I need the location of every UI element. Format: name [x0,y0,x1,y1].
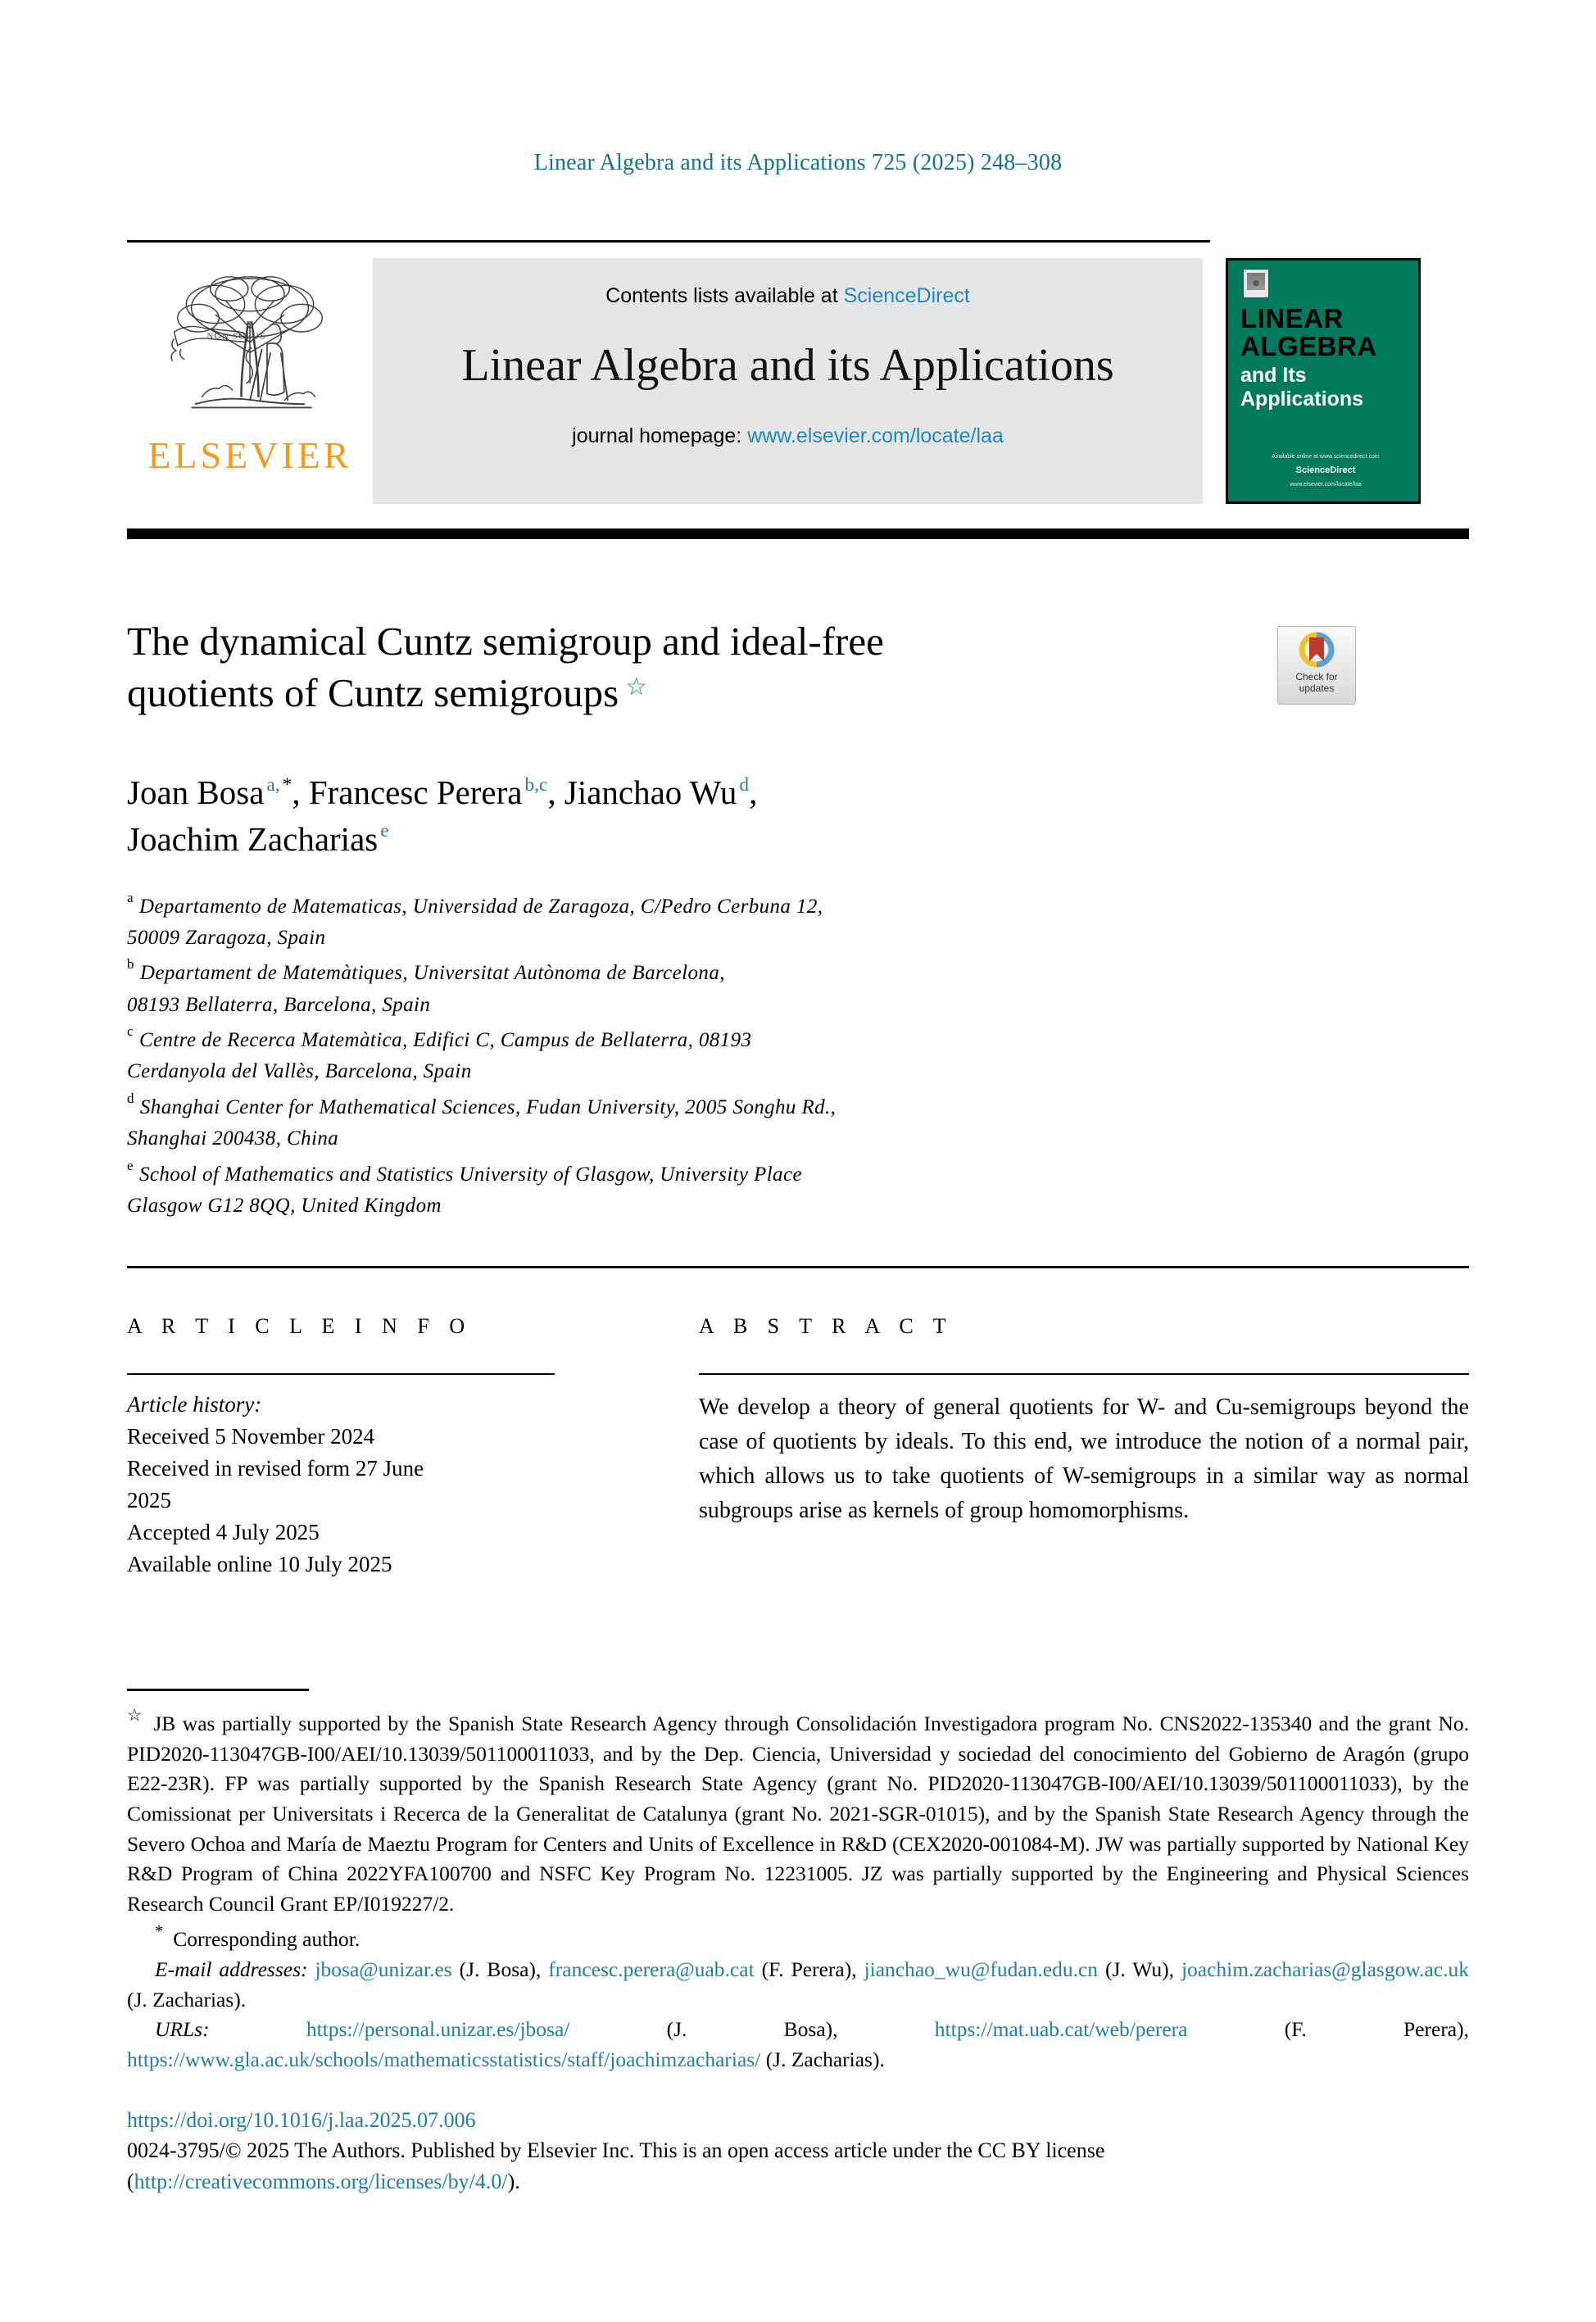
paper-title [127,616,1159,719]
email-person: (J. Bosa) [459,1957,536,1981]
author-name: Jianchao Wu [564,773,737,812]
copyright-text-part-1: 0024-3795/© 2025 The Authors. Published by Elsevier Inc. This is an open access article under the CC BY license ( [127,2138,1105,2193]
email-person: (F. Perera), [761,1957,857,1981]
email-link[interactable]: joachim.zacharias@glasgow.ac.uk [1181,1957,1469,1981]
email-separator [857,1957,864,1981]
crossmark-label [1278,672,1355,695]
crossmark-icon [1294,632,1339,671]
affiliation-line: Centre de Recerca Matemàtica, Edifici C, Campus de Bellaterra, 08193 [138,1028,752,1051]
urls-line [127,2015,1469,2075]
contents-prefix: Contents lists available at [605,284,838,307]
cover-url-text: www.elsevier.com/locate/laa [1290,481,1362,488]
affiliation-item [127,1021,1469,1088]
crossmark-line-2: updates [1299,682,1335,694]
email-addresses-line [127,1955,1469,2015]
affiliation-marker: d [127,1090,134,1106]
author-separator: , [749,773,758,812]
author-affiliation-marker: d [739,773,750,796]
author-separator: , [547,773,564,812]
affiliation-item [127,887,1469,955]
author-url-link[interactable]: https://mat.uab.cat/web/perera [934,2017,1188,2042]
email-link[interactable]: jbosa@unizar.es [315,1957,452,1981]
title-block [127,616,1469,719]
journal-cover-thumbnail [1226,258,1421,504]
crossmark-line-1: Check for [1295,671,1338,683]
author-name: Joachim Zacharias [127,820,379,859]
author-entry [127,820,389,858]
page-content [127,0,1469,2197]
doi-copyright-block [127,2105,1469,2197]
journal-title: Linear Algebra and its Applications [461,340,1114,391]
affiliation-line: Departament de Matemàtiques, Universitat Autònoma de Barcelona, [139,962,725,985]
cover-elsevier-icon [1243,269,1269,298]
elsevier-logo [127,258,373,504]
abstract-column [619,1314,1469,1580]
cover-line-2: ALGEBRA [1240,331,1377,361]
cover-available-text: Available online at www.sciencedirect.com [1272,453,1380,460]
email-link[interactable]: jianchao_wu@fudan.edu.cn [864,1957,1099,1981]
abstract-rule [699,1373,1469,1375]
author-url-link[interactable]: https://personal.unizar.es/jbosa/ [306,2017,570,2042]
article-history-label: Article history: [127,1392,262,1417]
email-separator: , [1168,1957,1181,1981]
masthead-bottom-bar [127,528,1469,539]
copyright-line [127,2135,1469,2197]
copyright-text-part-2: ). [507,2169,520,2193]
article-history-item: Accepted 4 July 2025 [127,1519,320,1544]
sciencedirect-link[interactable]: ScienceDirect [843,284,970,307]
article-history-item: 2025 [127,1487,171,1512]
affiliation-line: 08193 Bellaterra, Barcelona, Spain [127,993,431,1016]
article-history-item: Received 5 November 2024 [127,1424,375,1449]
contents-available-line [373,284,1203,308]
title-footnote-marker[interactable]: ☆ [625,673,648,701]
info-abstract-columns [127,1314,1469,1580]
article-history-item: Available online 10 July 2025 [127,1551,392,1576]
journal-masthead [127,240,1469,539]
email-addresses-label: E-mail addresses: [155,1957,308,1981]
cover-sciencedirect-text: ScienceDirect [1295,465,1356,475]
article-info-rule [127,1373,555,1375]
license-link[interactable]: http://creativecommons.org/licenses/by/4.0/ [134,2169,508,2193]
corresponding-author-marker: * [155,1921,164,1940]
article-history [127,1389,619,1580]
author-name: Francesc Perera [308,773,523,812]
article-info-heading: A R T I C L E I N F O [127,1314,473,1339]
affiliation-line: 50009 Zaragoza, Spain [127,926,326,949]
article-history-item: Received in revised form 27 June [127,1456,424,1481]
author-entry [309,773,564,811]
corresponding-author-note [127,1920,1469,1955]
author-affiliation-marker: e [380,820,389,842]
author-affiliation-marker: b,c [524,773,548,796]
cover-footer [1241,451,1410,490]
journal-homepage-link[interactable]: www.elsevier.com/locate/laa [747,424,1004,447]
affiliation-marker: c [127,1023,134,1040]
url-person: (F. Perera), [1284,2017,1469,2042]
author-url-link[interactable]: https://www.gla.ac.uk/schools/mathematicsstatistics/staff/joachimzacharias/ [127,2047,761,2071]
affiliation-line: Shanghai 200438, China [127,1127,339,1150]
footnote-rule [127,1689,309,1691]
url-person: (J. Zacharias). [765,2047,885,2071]
author-separator: , [292,773,309,812]
footnote-block [127,1704,1469,2075]
affiliation-line: Shanghai Center for Mathematical Sciences, Fudan University, 2005 Songhu Rd., [139,1095,837,1118]
elsevier-tree-icon [164,263,336,435]
affiliation-list [127,887,1469,1222]
info-section-top-rule [127,1266,1469,1268]
author-entry [127,773,309,811]
masthead-banner [373,258,1203,504]
urls-label: URLs: [155,2017,210,2042]
homepage-prefix: journal homepage: [572,424,742,447]
author-list [127,769,1469,862]
affiliation-line: Departamento de Matematicas, Universidad de Zaragoza, C/Pedro Cerbuna 12, [138,895,823,918]
abstract-heading: A B S T R A C T [699,1314,954,1339]
email-link[interactable]: francesc.perera@uab.cat [548,1957,755,1981]
affiliation-line: Cerdanyola del Vallès, Barcelona, Spain [127,1060,472,1083]
affiliation-line: Glasgow G12 8QQ, United Kingdom [127,1194,442,1217]
svg-text:NON SOLUS: NON SOLUS [206,331,266,342]
affiliation-marker: e [127,1157,134,1173]
affiliation-item [127,1088,1469,1155]
funding-footnote-marker: ☆ [127,1706,144,1725]
cover-line-1: LINEAR [1240,303,1344,333]
url-separator: , [832,2017,935,2042]
abstract-text: We develop a theory of general quotients for W- and Cu-semigroups beyond the case of quotients by ideals. To this end, we introduce the notion of a normal pair, which allows us to take quotients of W-semigroups in a similar way as normal subgroups arise as kernels of group homomorphisms. [699,1395,1469,1524]
author-affiliation-marker: a, [266,773,280,796]
email-separator: , [535,1957,549,1981]
affiliation-item [127,1155,1469,1222]
paper-title-line-1: The dynamical Cuntz semigroup and ideal-free [127,619,884,664]
elsevier-wordmark: ELSEVIER [147,434,352,476]
article-info-column [127,1314,619,1580]
affiliation-marker: b [127,956,134,973]
corresponding-author-text: Corresponding author. [173,1927,360,1952]
funding-footnote [127,1704,1469,1920]
email-person: (J. Zacharias). [127,1987,247,2011]
email-person: (J. Wu) [1105,1957,1169,1981]
cover-line-4: Applications [1240,388,1364,410]
url-person: (J. Bosa) [666,2017,833,2042]
funding-footnote-text: JB was partially supported by the Spanish State Research Agency through Consolidación Investigadora program No. CNS2022-135340 and the grant No. PID2020-113047GB-I00/AEI/10.13039/501100011033, and by the Dep. Ciencia, Universidad y sociedad del conocimiento del Gobierno de Aragón (grupo E22-23R). FP was partially supported by the Spanish Research State Agency (grant No. PID2020-113047GB-I00/AEI/10.13039/501100011033), by the Comissionat per Universitats i Recerca de la Generalitat de Catalunya (grant No. 2021-SGR-01015), and by the Spanish State Research Agency through the Severo Ochoa and María de Maeztu Program for Centers and Units of Excellence in R&D (CEX2020-001084-M). JW was partially supported by National Key R&D Program of China 2022YFA100700 and NSFC Key Program No. 12231005. JZ was partially supported by the Engineering and Physical Sciences Research Council Grant EP/I019227/2. [127,1711,1469,1916]
affiliation-line: School of Mathematics and Statistics University of Glasgow, University Place [138,1163,802,1186]
running-head: Linear Algebra and its Applications 725 (2025) 248–308 [533,150,1063,175]
doi-link[interactable]: https://doi.org/10.1016/j.laa.2025.07.006 [127,2107,476,2132]
crossmark-badge[interactable] [1277,626,1356,705]
author-entry [564,773,757,811]
affiliation-item [127,954,1469,1021]
corresponding-author-marker: * [282,773,292,796]
affiliation-marker: a [127,889,134,905]
journal-homepage-line [373,424,1203,448]
paper-title-line-2: quotients of Cuntz semigroups [127,669,619,715]
author-name: Joan Bosa [127,773,265,812]
cover-line-3: and Its [1240,364,1307,387]
